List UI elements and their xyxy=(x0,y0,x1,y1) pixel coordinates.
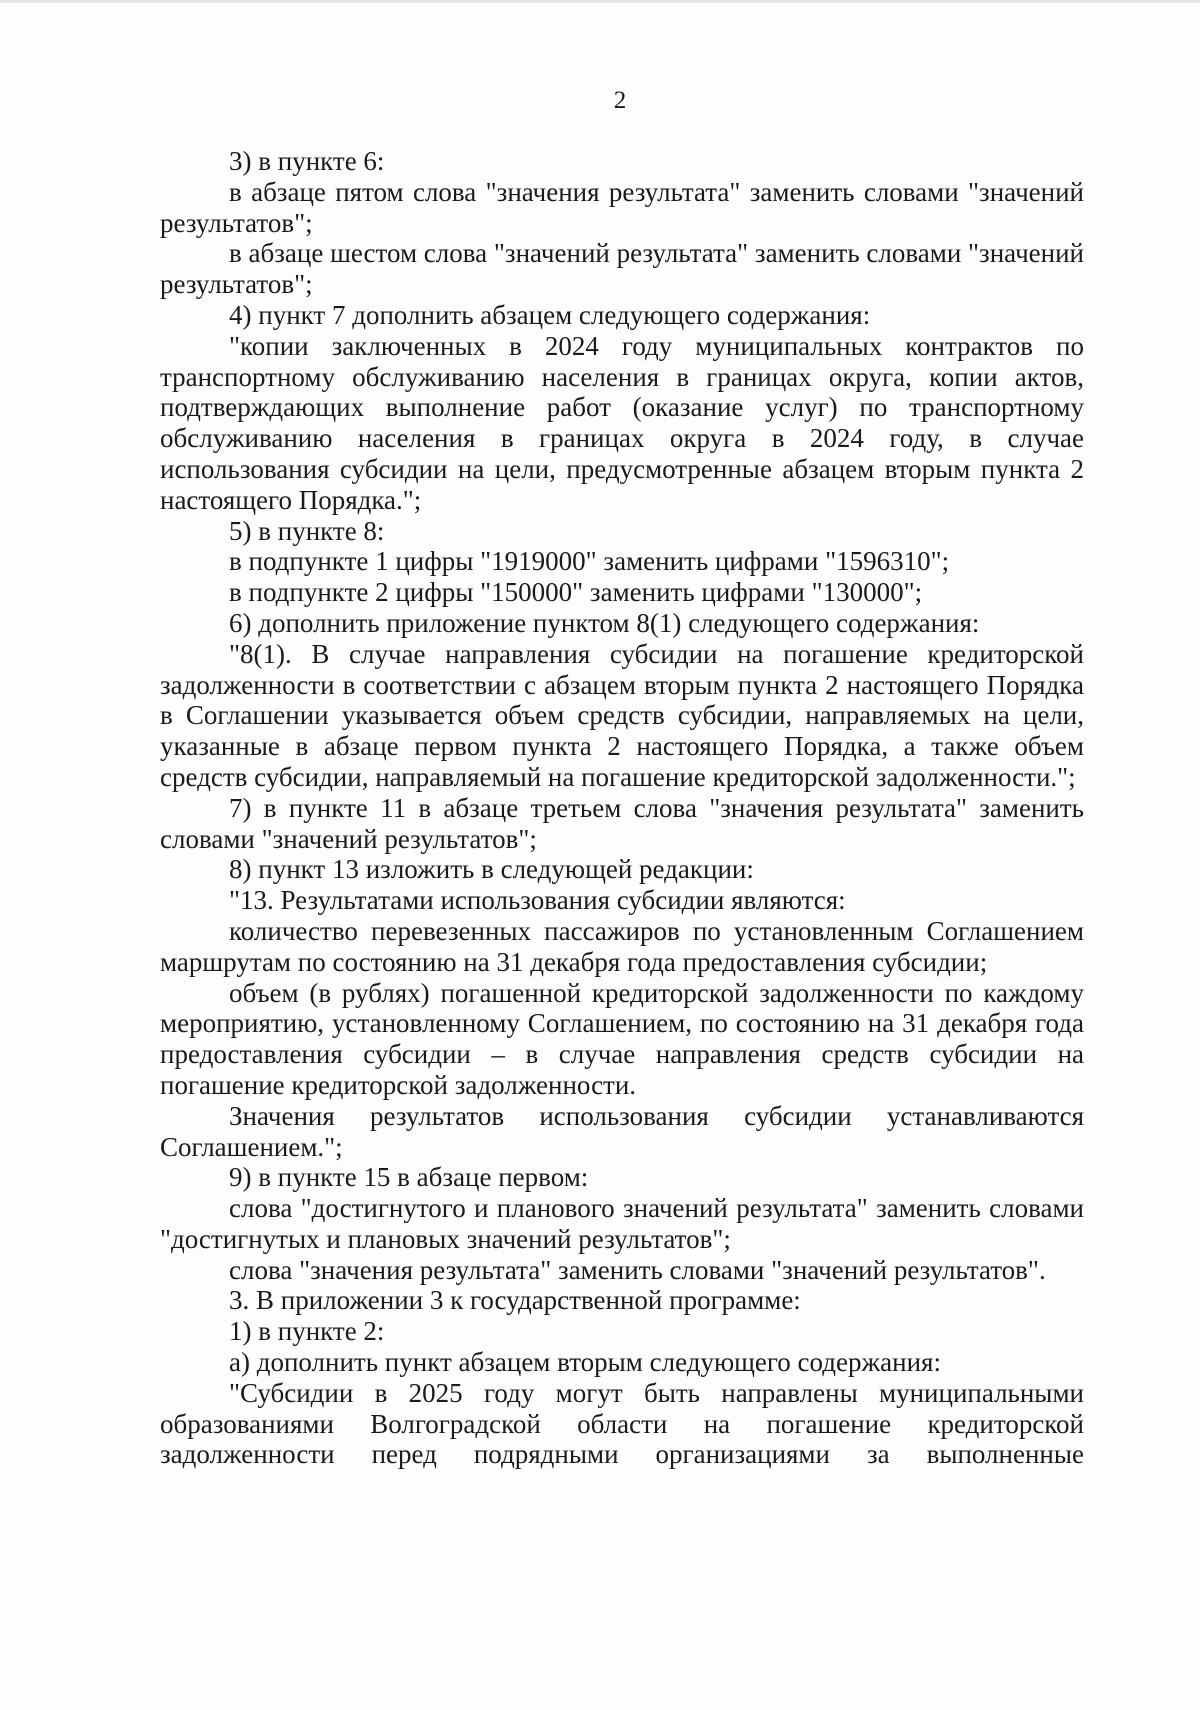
paragraph: 3. В приложении 3 к государственной программе: xyxy=(229,1285,801,1316)
scan-edge xyxy=(0,0,1200,3)
paragraph: "8(1). В случае направления субсидии на погашение кредиторской задолженности в соответствии с абзацем вторым пункта 2 настоящего Порядка в Соглашении указывается объем средств субсидии, направляемых на цели, указанные в абзаце первом пункта 2 настоящего Порядка, а также объем средств субсидии, направляемый на погашение кредиторской задолженности."; xyxy=(160,638,1084,792)
paragraph: 5) в пункте 8: xyxy=(229,515,385,546)
paragraph: "копии заключенных в 2024 году муниципальных контрактов по транспортному обслуживанию населения в границах округа, копии актов, подтверждающих выполнение работ (оказание услуг) по транспортному обслуживанию населения в границах округа в 2024 году, в случае использования субсидии на цели, предусмотренные абзацем вторым пункта 2 настоящего Порядка."; xyxy=(160,330,1084,515)
page-number: 2 xyxy=(613,87,627,114)
document-body xyxy=(160,146,1084,1470)
paragraph: а) дополнить пункт абзацем вторым следующего содержания: xyxy=(229,1347,941,1378)
paragraph: 6) дополнить приложение пунктом 8(1) следующего содержания: xyxy=(229,607,980,638)
paragraph: количество перевезенных пассажиров по установленным Соглашением маршрутам по состоянию на 31 декабря года предоставления субсидии; xyxy=(160,915,1084,977)
paragraph: 4) пункт 7 дополнить абзацем следующего содержания: xyxy=(229,299,871,330)
paragraph: 7) в пункте 11 в абзаце третьем слова "значения результата" заменить словами "значений результатов"; xyxy=(160,792,1084,854)
paragraph: объем (в рублях) погашенной кредиторской задолженности по каждому мероприятию, установленному Соглашением, по состоянию на 31 декабря года предоставления субсидии – в случае направления средств субсидии на погашение кредиторской задолженности. xyxy=(160,977,1084,1100)
paragraph: "Субсидии в 2025 году могут быть направлены муниципальными образованиями Волгоградской области на погашение кредиторской задолженности перед подрядными организациями за выполненные xyxy=(160,1377,1084,1470)
paragraph: в абзаце пятом слова "значения результата" заменить словами "значений результатов"; xyxy=(160,176,1084,238)
paragraph: "13. Результатами использования субсидии являются: xyxy=(229,885,846,916)
paragraph: в абзаце шестом слова "значений результата" заменить словами "значений результатов"; xyxy=(160,238,1084,300)
paragraph: 1) в пункте 2: xyxy=(229,1316,385,1347)
paragraph: слова "достигнутого и планового значений результата" заменить словами "достигнутых и плановых значений результатов"; xyxy=(160,1193,1084,1254)
paragraph: 9) в пункте 15 в абзаце первом: xyxy=(229,1162,589,1193)
paragraph: 8) пункт 13 изложить в следующей редакции: xyxy=(229,854,754,885)
paragraph: слова "значения результата" заменить словами "значений результатов". xyxy=(229,1254,1046,1285)
paragraph: в подпункте 1 цифры "1919000" заменить цифрами "1596310"; xyxy=(229,546,950,577)
paragraph: 3) в пункте 6: xyxy=(229,146,385,176)
paragraph: Значения результатов использования субсидии устанавливаются Соглашением."; xyxy=(160,1100,1084,1162)
paragraph: в подпункте 2 цифры "150000" заменить цифрами "130000"; xyxy=(229,577,923,608)
